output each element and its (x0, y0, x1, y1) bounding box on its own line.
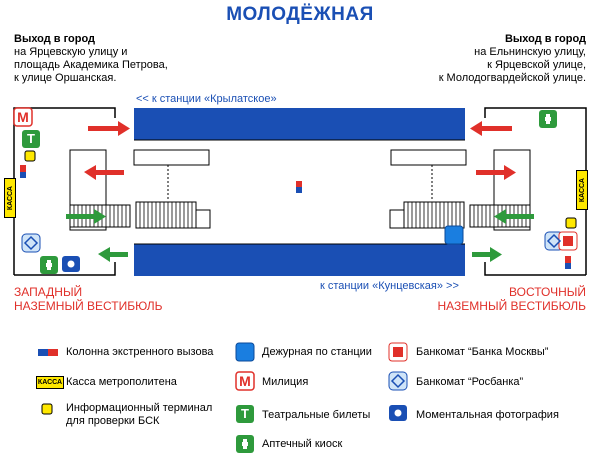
legend-rosbank-text: Банкомат “Росбанка” (416, 376, 524, 388)
duty-officer-marker (445, 226, 463, 244)
exit-west-line: площадь Академика Петрова, (14, 59, 168, 71)
kassa-east (576, 170, 588, 210)
legend-theatre-text: Театральные билеты (262, 409, 371, 421)
exit-east-heading: Выход в город (504, 33, 586, 45)
station-title: МОЛОДЁЖНАЯ (226, 4, 374, 25)
legend-bankmoscow-text: Банкомат “Банка Москвы” (416, 346, 549, 358)
metro-letter: М (17, 109, 29, 125)
vestibule-west-label (14, 285, 162, 313)
east-emergency-icon (565, 256, 571, 263)
exit-east-line: к Молодогвардейской улице. (438, 72, 586, 84)
legend-kassa-text: Касса метрополитена (66, 376, 177, 388)
legend-emergency-text: Колонна экстренного вызова (66, 346, 214, 358)
legend-duty-text: Дежурная по станции (262, 346, 372, 358)
theatre-letter: Т (27, 131, 35, 146)
east-terminal-icon (566, 218, 576, 228)
vestibule-west-line: ЗАПАДНЫЙ (14, 285, 83, 299)
exit-east-line: к Ярцевской улице, (487, 59, 586, 71)
arrow-green-west-bottom (98, 247, 128, 262)
vestibule-east-line: НАЗЕМНЫЙ ВЕСТИБЮЛЬ (437, 299, 586, 313)
kassa-west (4, 178, 16, 218)
legend-emergency-icon (38, 349, 48, 356)
track-top (134, 108, 465, 140)
exit-west-line: на Ярцевскую улицу и (14, 46, 128, 58)
arrow-red-west-mid (84, 165, 124, 180)
legend-terminal-text: Информационный терминал для проверки БСК (66, 402, 213, 427)
exit-east-line: на Ельнинскую улицу, (474, 46, 586, 58)
legend-duty-icon (236, 343, 254, 361)
emergency-column-marker (296, 181, 302, 187)
west-emergency-icon (20, 165, 26, 172)
legend-pharmacy-text: Аптечный киоск (262, 438, 343, 450)
direction-kuntsevskaya: к станции «Кунцевская» >> (320, 280, 459, 292)
legend-police-text: Милиция (262, 376, 309, 388)
arrow-green-east-bottom (472, 247, 502, 262)
legend-kassa-icon: КАССА (36, 376, 64, 389)
kassa-west-label: КАССА (6, 185, 14, 211)
vestibule-east-line: ВОСТОЧНЫЙ (509, 285, 586, 299)
vestibule-east-label (438, 285, 586, 313)
legend-terminal-icon (42, 404, 52, 414)
legend-photo-text: Моментальная фотография (416, 409, 559, 421)
track-bottom (134, 244, 465, 276)
legend-metro-letter: М (239, 373, 251, 389)
legend-theatre-letter: Т (241, 406, 249, 421)
kassa-east-label: КАССА (578, 177, 586, 203)
exit-west-heading: Выход в город (14, 33, 96, 45)
exit-west-line: к улице Оршанская. (14, 72, 117, 84)
arrow-red-west-top (88, 121, 130, 136)
west-terminal-icon (25, 151, 35, 161)
vestibule-west-line: НАЗЕМНЫЙ ВЕСТИБЮЛЬ (14, 299, 163, 313)
arrow-red-east-top (470, 121, 512, 136)
direction-krylatskoe: << к станции «Крылатское» (136, 93, 277, 105)
arrow-red-east-mid (476, 165, 516, 180)
